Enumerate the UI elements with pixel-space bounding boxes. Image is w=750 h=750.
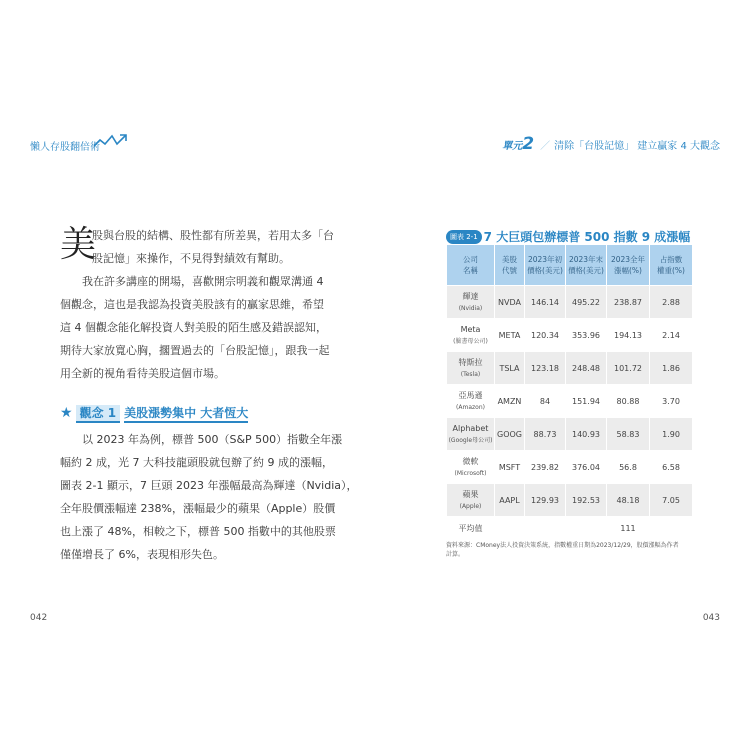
company-cell (447, 352, 495, 385)
company-name: Alphabet (452, 423, 489, 433)
paragraph-line: 個觀念，這也是我認為投資美股該有的贏家思維，希望 (60, 298, 324, 311)
intro-paragraph-2 (60, 270, 330, 385)
company-cell (447, 385, 495, 418)
paragraph-line: 幅約 2 成，光 7 大科技龍頭股就包辦了約 9 成的漲幅， (60, 456, 333, 469)
header-start-price (525, 245, 566, 286)
table-row (447, 451, 693, 484)
gain-cell: 101.72 (607, 352, 650, 385)
table-row (447, 385, 693, 418)
header-text: 權重(%) (657, 266, 685, 275)
table-header-row (447, 245, 693, 286)
header-text: 美股 (502, 255, 517, 264)
gain-cell: 48.18 (607, 484, 650, 517)
paragraph-line: 全年股價漲幅達 238%，漲幅最少的蘋果（Apple）股價 (60, 502, 336, 515)
header-text: 價格(美元) (568, 266, 604, 275)
start-price-cell: 146.14 (525, 286, 566, 319)
trend-line-arrow-icon (92, 132, 130, 150)
drop-cap: 美 (60, 224, 97, 265)
company-cell (447, 484, 495, 517)
empty-cell (650, 517, 693, 540)
average-row (447, 517, 693, 540)
header-text: 代號 (502, 266, 517, 275)
ticker-cell: GOOG (495, 418, 525, 451)
start-price-cell: 88.73 (525, 418, 566, 451)
paragraph-line: 我在許多講座的開場，喜歡開宗明義和觀眾溝通 4 (82, 275, 324, 288)
company-english-name: (臉書母公司) (453, 337, 488, 345)
company-cell (447, 286, 495, 319)
weight-cell: 1.90 (650, 418, 693, 451)
header-annual-gain (607, 245, 650, 286)
table-row (447, 319, 693, 352)
paragraph-line: 期待大家放寬心胸，擱置過去的「台股記憶」，跟我一起 (60, 344, 330, 357)
header-company (447, 245, 495, 286)
unit-number: 2 (522, 134, 535, 154)
start-price-cell: 129.93 (525, 484, 566, 517)
gain-cell: 194.13 (607, 319, 650, 352)
header-text: 公司 (463, 255, 478, 264)
paragraph-line: 僅僅增長了 6%，表現相形失色。 (60, 548, 224, 561)
weight-cell: 3.70 (650, 385, 693, 418)
source-line: 計算。 (446, 551, 465, 558)
weight-cell: 6.58 (650, 451, 693, 484)
header-text: 占指數 (659, 255, 683, 264)
start-price-cell: 84 (525, 385, 566, 418)
paragraph-line: 以 2023 年為例，標普 500（S&P 500）指數全年漲 (82, 433, 343, 446)
start-price-cell: 123.18 (525, 352, 566, 385)
header-end-price (566, 245, 607, 286)
header-text: 價格(美元) (527, 266, 563, 275)
running-header-right (502, 134, 720, 154)
end-price-cell: 353.96 (566, 319, 607, 352)
average-gain-cell: 111 (607, 517, 650, 540)
company-english-name: (Tesla) (460, 370, 481, 378)
weight-cell: 7.05 (650, 484, 693, 517)
end-price-cell: 140.93 (566, 418, 607, 451)
star-icon: ★ (60, 405, 73, 421)
ticker-cell: AMZN (495, 385, 525, 418)
intro-line-1: 股與台股的結構、股性都有所差異，若用太多「台 (92, 229, 334, 242)
empty-cell (525, 517, 566, 540)
running-header-left (30, 138, 100, 153)
company-cell (447, 418, 495, 451)
book-title: 懶人存股翻倍術 (30, 142, 100, 153)
paragraph-line: 也上漲了 48%，相較之下，標普 500 指數中的其他股票 (60, 525, 336, 538)
end-price-cell: 248.48 (566, 352, 607, 385)
concept-label: 觀念 1 (76, 405, 121, 423)
header-separator: ／ (540, 141, 551, 152)
company-english-name: (Nvidia) (458, 304, 483, 312)
company-english-name: (Google母公司) (448, 436, 493, 444)
weight-cell: 2.14 (650, 319, 693, 352)
page-number-right: 043 (702, 613, 720, 623)
header-index-weight (650, 245, 693, 286)
company-name: 輝達 (462, 291, 479, 301)
end-price-cell: 151.94 (566, 385, 607, 418)
header-text: 名稱 (463, 266, 478, 275)
ticker-cell: AAPL (495, 484, 525, 517)
empty-cell (495, 517, 525, 540)
ticker-cell: MSFT (495, 451, 525, 484)
table-row (447, 418, 693, 451)
header-text: 2023年末 (568, 255, 604, 264)
gain-cell: 58.83 (607, 418, 650, 451)
company-english-name: (Microsoft) (454, 469, 487, 477)
concept-heading (60, 404, 248, 421)
header-text: 2023年初 (527, 255, 563, 264)
company-name: 特斯拉 (458, 357, 483, 367)
paragraph-line: 用全新的視角看待美股這個市場。 (60, 367, 225, 380)
company-english-name: (Amazon) (456, 403, 485, 411)
end-price-cell: 192.53 (566, 484, 607, 517)
company-english-name: (Apple) (459, 502, 482, 510)
company-name: 蘋果 (462, 489, 479, 499)
paragraph-line: 這 4 個觀念能化解投資人對美股的陌生感及錯誤認知， (60, 321, 327, 334)
header-ticker (495, 245, 525, 286)
table-row (447, 352, 693, 385)
empty-cell (566, 517, 607, 540)
gain-cell: 80.88 (607, 385, 650, 418)
start-price-cell: 120.34 (525, 319, 566, 352)
table-row (447, 286, 693, 319)
paragraph-line: 圖表 2-1 顯示，7 巨頭 2023 年漲幅最高為輝達（Nvidia）， (60, 479, 358, 492)
average-label: 平均值 (447, 517, 495, 540)
header-text: 漲幅(%) (614, 266, 642, 275)
source-line: 資料來源：CMoney法人投資決策系統，指數權重日期為2023/12/29，股價漲幅為作者 (446, 542, 679, 549)
header-text: 2023全年 (610, 255, 646, 264)
page-number-left: 042 (30, 613, 48, 623)
concept-title: 美股漲勢集中 大者恆大 (124, 406, 248, 423)
source-note (446, 541, 696, 559)
start-price-cell: 239.82 (525, 451, 566, 484)
chapter-subtitle: 清除「台股記憶」 建立贏家 4 大觀念 (554, 141, 720, 152)
table-row (447, 484, 693, 517)
intro-line-2: 股記憶」來操作，不見得對績效有幫助。 (92, 252, 290, 265)
end-price-cell: 495.22 (566, 286, 607, 319)
table-title: 7 大巨頭包辦標普 500 指數 9 成漲幅 (483, 230, 691, 244)
stock-table (446, 244, 693, 540)
company-cell (447, 451, 495, 484)
body-paragraph (60, 428, 358, 566)
company-name: 亞馬遜 (458, 390, 483, 400)
weight-cell: 2.88 (650, 286, 693, 319)
weight-cell: 1.86 (650, 352, 693, 385)
gain-cell: 56.8 (607, 451, 650, 484)
table-caption (446, 226, 690, 245)
ticker-cell: NVDA (495, 286, 525, 319)
ticker-cell: TSLA (495, 352, 525, 385)
ticker-cell: META (495, 319, 525, 352)
company-name: 微軟 (462, 456, 479, 466)
unit-label: 單元 (502, 141, 523, 152)
gain-cell: 238.87 (607, 286, 650, 319)
company-name: Meta (460, 324, 481, 334)
figure-badge: 圖表 2-1 (446, 230, 482, 244)
end-price-cell: 376.04 (566, 451, 607, 484)
company-cell (447, 319, 495, 352)
